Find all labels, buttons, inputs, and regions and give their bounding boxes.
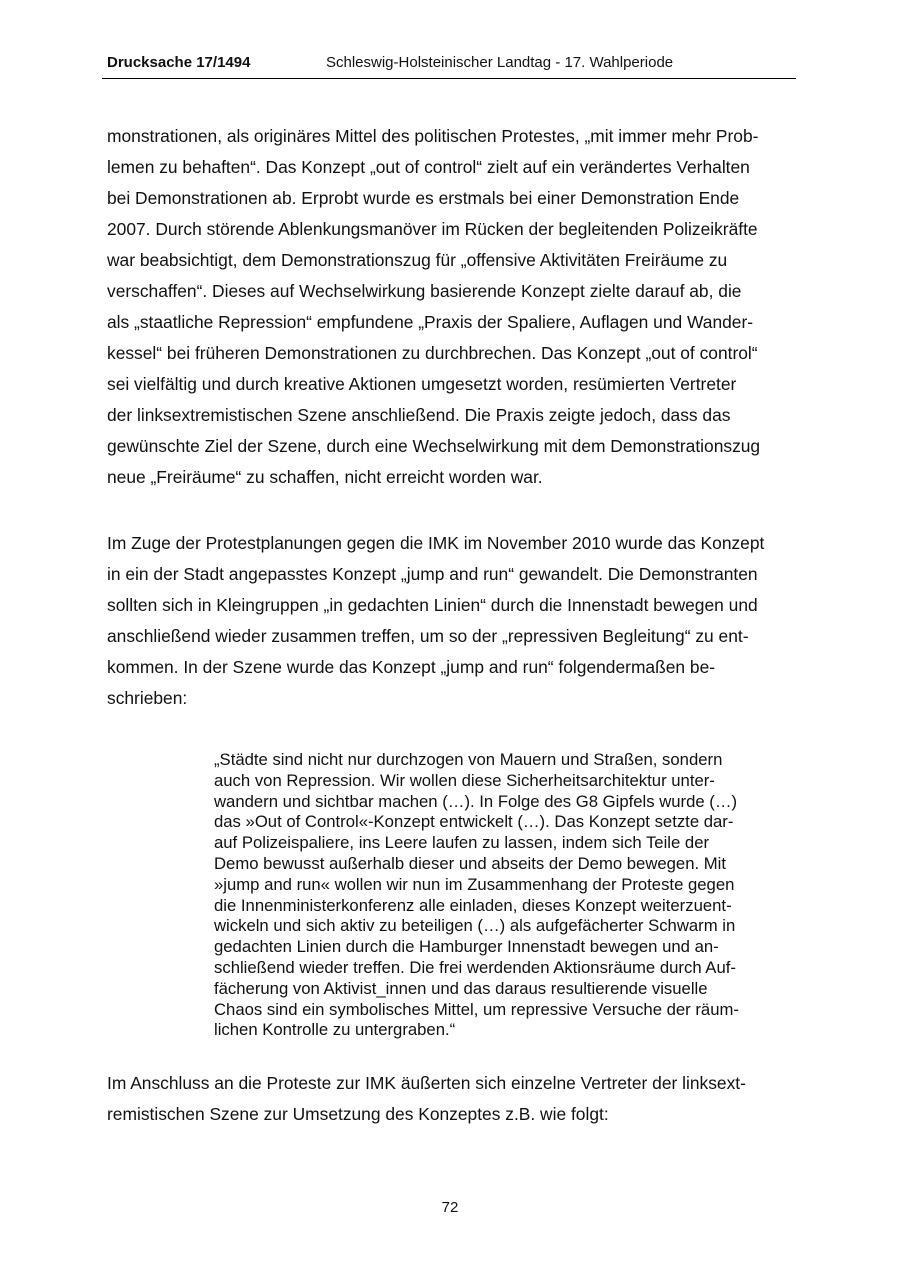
quote-line: gedachten Linien durch die Hamburger Innenstadt bewegen und an- (214, 937, 719, 957)
quote-line: Chaos sind ein symbolisches Mittel, um repressive Versuche der räum- (214, 999, 739, 1019)
text-line: bei Demonstrationen ab. Erprobt wurde es erstmals bei einer Demonstration Ende (107, 188, 740, 208)
header-institution: Schleswig-Holsteinischer Landtag - 17. Wahlperiode (326, 54, 674, 71)
quote-line: wandern und sichtbar machen (…). In Folge des G8 Gipfels wurde (…) (214, 791, 738, 811)
quote-line: auch von Repression. Wir wollen diese Sicherheitsarchitektur unter- (214, 770, 715, 790)
quote-line: das »Out of Control«-Konzept entwickelt (…). Das Konzept setzte dar- (214, 812, 734, 832)
document-number: Drucksache 17/1494 (107, 54, 251, 71)
quote-line: die Innenministerkonferenz alle einladen, dieses Konzept weiterzuent- (214, 895, 732, 915)
text-line: in ein der Stadt angepasstes Konzept „jump and run“ gewandelt. Die Demonstranten (107, 564, 758, 584)
quote-line: wickeln und sich aktiv zu beteiligen (…) als aufgefächerter Schwarm in (214, 916, 736, 936)
text-line: verschaffen“. Dieses auf Wechselwirkung basierende Konzept zielte darauf ab, die (107, 281, 742, 301)
quote-line: »jump and run« wollen wir nun im Zusammenhang der Proteste gegen (214, 874, 735, 894)
quote-line: fächerung von Aktivist_innen und das daraus resultierende visuelle (214, 978, 708, 998)
page-number: 72 (441, 1199, 459, 1216)
text-line: schrieben: (107, 688, 188, 708)
text-line: 2007. Durch störende Ablenkungsmanöver im Rücken der begleitenden Polizeikräfte (107, 219, 758, 239)
quote-line: Demo bewusst außerhalb dieser und abseits der Demo bewegen. Mit (214, 853, 727, 873)
quote-line: schließend wieder treffen. Die frei werdenden Aktionsräume durch Auf- (214, 957, 736, 977)
text-line: der linksextremistischen Szene anschließend. Die Praxis zeigte jedoch, dass das (107, 405, 731, 425)
quote-line: auf Polizeispaliere, ins Leere laufen zu lassen, indem sich Teile der (214, 833, 710, 853)
text-line: kommen. In der Szene wurde das Konzept „jump and run“ folgendermaßen be- (107, 657, 716, 677)
quote-line: lichen Kontrolle zu untergraben.“ (214, 1020, 456, 1040)
text-line: anschließend wieder zusammen treffen, um so der „repressiven Begleitung“ zu ent- (107, 626, 749, 646)
text-line: Im Anschluss an die Proteste zur IMK äußerten sich einzelne Vertreter der linksext- (107, 1073, 746, 1093)
text-line: gewünschte Ziel der Szene, durch eine Wechselwirkung mit dem Demonstrationszug (107, 436, 761, 456)
text-line: sei vielfältig und durch kreative Aktionen umgesetzt worden, resümierten Vertreter (107, 374, 737, 394)
text-line: war beabsichtigt, dem Demonstrationszug für „offensive Aktivitäten Freiräume zu (107, 250, 728, 270)
block-quote (214, 750, 804, 1041)
text-line: als „staatliche Repression“ empfundene „Praxis der Spaliere, Auflagen und Wander- (107, 312, 754, 332)
paragraph-2 (107, 528, 807, 714)
text-line: sollten sich in Kleingruppen „in gedachten Linien“ durch die Innenstadt bewegen und (107, 595, 758, 615)
text-line: neue „Freiräume“ zu schaffen, nicht erreicht worden war. (107, 467, 543, 487)
text-line: monstrationen, als originäres Mittel des politischen Protestes, „mit immer mehr Prob- (107, 126, 759, 146)
text-line: Im Zuge der Protestplanungen gegen die IMK im November 2010 wurde das Konzept (107, 533, 765, 553)
paragraph-1 (107, 121, 807, 493)
text-line: remistischen Szene zur Umsetzung des Konzeptes z.B. wie folgt: (107, 1104, 609, 1124)
text-line: lemen zu behaften“. Das Konzept „out of control“ zielt auf ein verändertes Verhalten (107, 157, 750, 177)
quote-line: „Städte sind nicht nur durchzogen von Mauern und Straßen, sondern (214, 750, 723, 769)
paragraph-3 (107, 1068, 807, 1130)
page-header (102, 53, 796, 79)
text-line: kessel“ bei früheren Demonstrationen zu durchbrechen. Das Konzept „out of control“ (107, 343, 758, 363)
